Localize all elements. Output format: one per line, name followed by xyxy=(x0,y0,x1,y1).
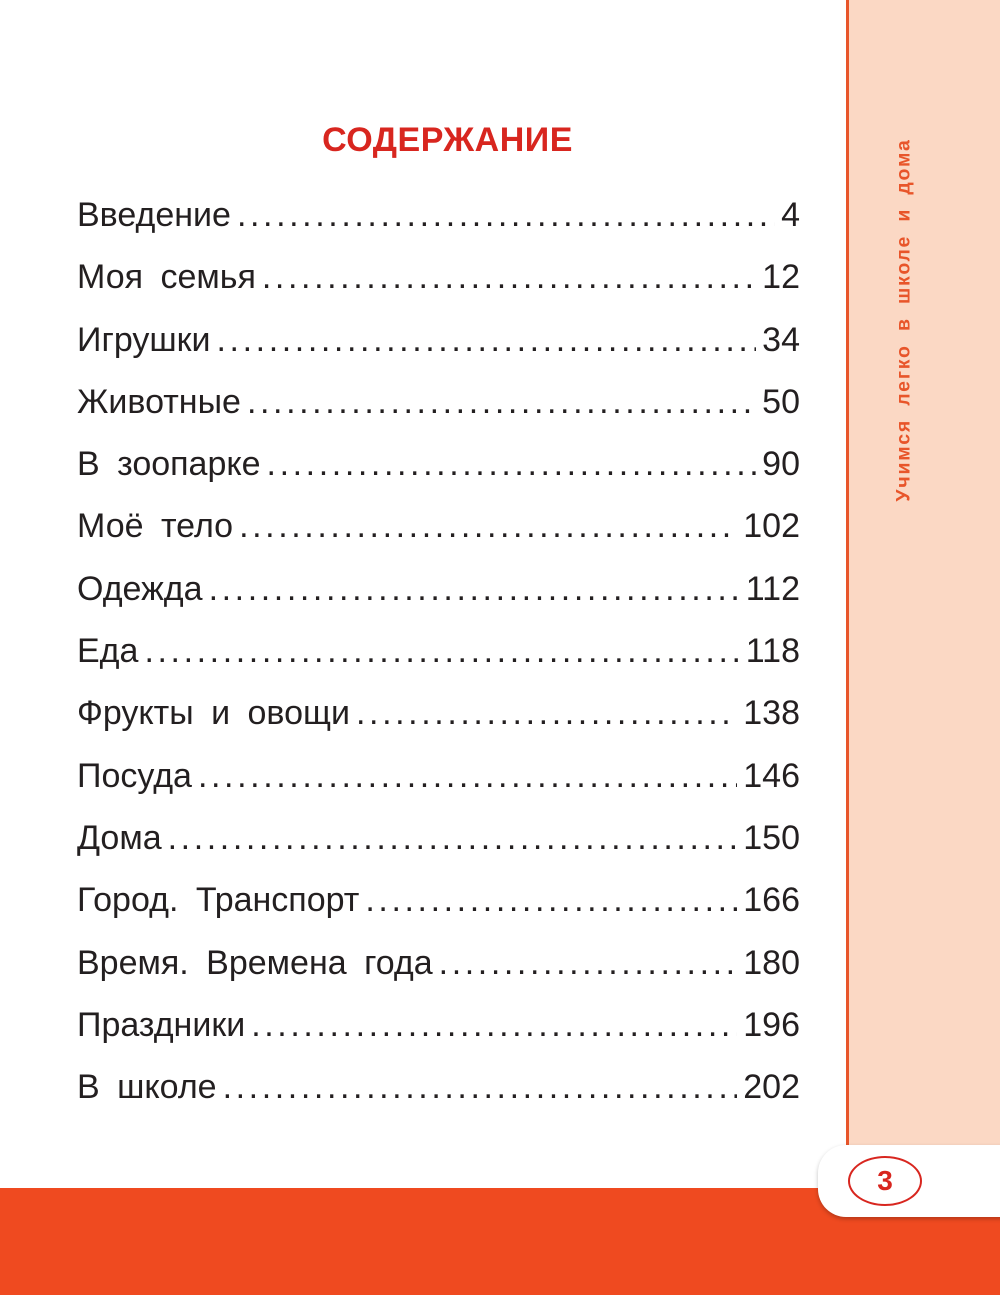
toc-leader-dots xyxy=(251,1000,737,1050)
toc-item-page: 4 xyxy=(781,196,800,234)
toc-item-label: Игрушки xyxy=(77,320,211,359)
toc-leader-dots xyxy=(247,377,756,427)
toc-leader-dots xyxy=(144,626,739,676)
table-of-contents xyxy=(77,190,800,1124)
toc-leader-dots xyxy=(239,501,737,551)
toc-item[interactable] xyxy=(77,1062,800,1124)
toc-item[interactable] xyxy=(77,813,800,875)
toc-item[interactable] xyxy=(77,190,800,252)
toc-leader-dots xyxy=(365,875,737,925)
toc-item-page: 102 xyxy=(743,507,800,546)
toc-leader-dots xyxy=(209,564,740,614)
toc-item-label: Фрукты и овощи xyxy=(77,694,350,733)
toc-item[interactable] xyxy=(77,875,800,937)
side-strip xyxy=(846,0,1000,1145)
toc-item[interactable] xyxy=(77,377,800,439)
toc-item-page: 118 xyxy=(745,632,800,671)
toc-item-label: Время. Времена года xyxy=(77,943,433,982)
toc-item-label: Моё тело xyxy=(77,507,234,546)
page-number-text: 3 xyxy=(877,1165,893,1196)
toc-item[interactable] xyxy=(77,501,800,563)
toc-item-page: 34 xyxy=(762,320,800,359)
toc-item[interactable] xyxy=(77,564,800,626)
toc-item-label: Животные xyxy=(77,382,241,421)
side-label: Учимся легко в школе и дома xyxy=(892,138,915,502)
toc-item[interactable] xyxy=(77,439,800,501)
toc-leader-dots xyxy=(237,190,775,240)
toc-item-label: Город. Транспорт xyxy=(77,881,360,920)
toc-item-page: 180 xyxy=(743,943,800,982)
toc-item-label: Дома xyxy=(77,818,162,857)
toc-item-label: Посуда xyxy=(77,756,192,795)
toc-item[interactable] xyxy=(77,252,800,314)
toc-item-page: 90 xyxy=(762,445,800,484)
toc-leader-dots xyxy=(198,751,737,801)
toc-item-page: 146 xyxy=(743,756,800,795)
toc-item-label: Моя семья xyxy=(77,258,256,297)
toc-item-label: Одежда xyxy=(77,569,203,608)
toc-item-page: 12 xyxy=(762,258,800,297)
toc-item-page: 196 xyxy=(743,1005,800,1044)
toc-item-page: 150 xyxy=(743,818,800,857)
toc-leader-dots xyxy=(439,938,738,988)
toc-item[interactable] xyxy=(77,688,800,750)
toc-item-page: 138 xyxy=(743,694,800,733)
toc-item-label: Праздники xyxy=(77,1005,246,1044)
toc-item[interactable] xyxy=(77,1000,800,1062)
toc-leader-dots xyxy=(267,439,757,489)
toc-item-page: 112 xyxy=(745,569,800,608)
toc-item-page: 166 xyxy=(743,881,800,920)
toc-item-label: Еда xyxy=(77,632,139,671)
toc-item[interactable] xyxy=(77,315,800,377)
toc-leader-dots xyxy=(168,813,738,863)
toc-item-label: В школе xyxy=(77,1068,217,1107)
toc-item[interactable] xyxy=(77,938,800,1000)
page-number xyxy=(848,1156,922,1206)
toc-leader-dots xyxy=(223,1062,738,1112)
toc-leader-dots xyxy=(262,252,756,302)
page-title: СОДЕРЖАНИЕ xyxy=(322,120,573,159)
toc-item[interactable] xyxy=(77,751,800,813)
toc-item-page: 202 xyxy=(743,1068,800,1107)
toc-leader-dots xyxy=(356,688,737,738)
toc-item-label: Введение xyxy=(77,196,231,234)
toc-item-page: 50 xyxy=(762,382,800,421)
toc-item[interactable] xyxy=(77,626,800,688)
toc-item-label: В зоопарке xyxy=(77,445,261,484)
toc-leader-dots xyxy=(217,315,757,365)
